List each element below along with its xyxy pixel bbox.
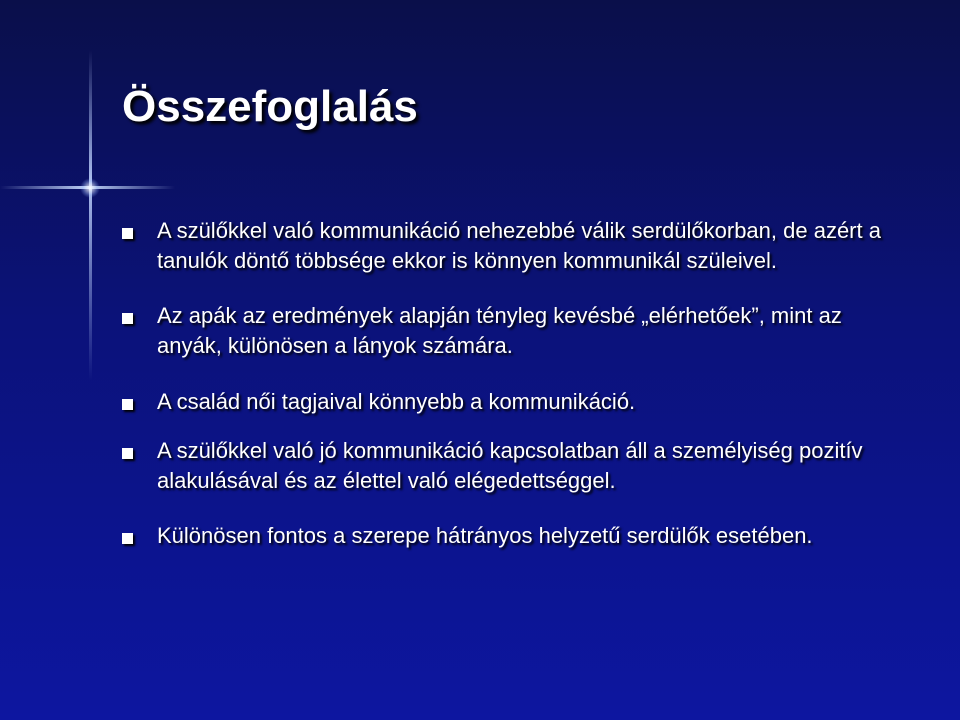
bullet-list bbox=[122, 216, 902, 576]
bullet-text: A család női tagjaival könnyebb a kommunikáció. bbox=[157, 389, 636, 414]
bullet-text: A szülőkkel való jó kommunikáció kapcsolatban áll a személyiség pozitív alakulásával és az élettel való elégedettséggel. bbox=[157, 438, 863, 493]
bullet-text: Különösen fontos a szerepe hátrányos helyzetű serdülők esetében. bbox=[157, 523, 813, 548]
decorative-light-vertical bbox=[89, 50, 92, 380]
square-bullet-icon bbox=[122, 533, 133, 544]
bullet-item bbox=[122, 216, 902, 276]
slide-title: Összefoglalás bbox=[122, 82, 418, 131]
bullet-item bbox=[122, 436, 902, 496]
bullet-item bbox=[122, 301, 902, 361]
bullet-item bbox=[122, 521, 902, 551]
bullet-text: Az apák az eredmények alapján tényleg kevésbé „elérhetőek”, mint az anyák, különösen a lányok számára. bbox=[157, 303, 842, 358]
square-bullet-icon bbox=[122, 448, 133, 459]
bullet-item bbox=[122, 387, 902, 417]
square-bullet-icon bbox=[122, 228, 133, 239]
square-bullet-icon bbox=[122, 313, 133, 324]
square-bullet-icon bbox=[122, 399, 133, 410]
bullet-text: A szülőkkel való kommunikáció nehezebbé válik serdülőkorban, de azért a tanulók döntő többsége ekkor is könnyen kommunikál szüleivel. bbox=[157, 218, 881, 273]
decorative-light-sparkle-icon bbox=[80, 178, 100, 198]
